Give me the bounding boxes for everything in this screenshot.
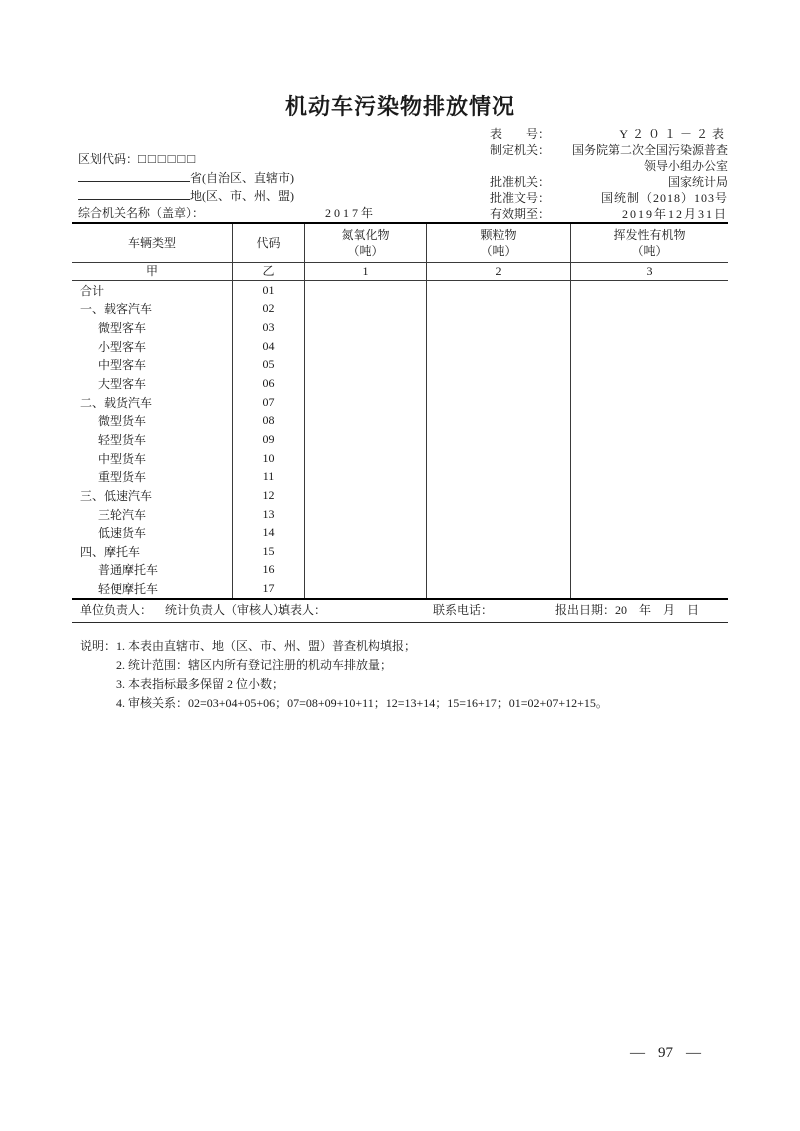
valid-until-label: 有效期至： bbox=[490, 207, 551, 221]
table-row bbox=[72, 374, 728, 393]
approving-agency-row bbox=[490, 174, 728, 190]
approving-agency-label: 批准机关： bbox=[490, 175, 551, 189]
row-voc-cell bbox=[570, 393, 728, 412]
note-item-3: 3. 本表指标最多保留 2 位小数； bbox=[116, 677, 285, 691]
row-label: 一、载客汽车 bbox=[80, 302, 153, 317]
header-pm-label: 颗粒物 bbox=[480, 228, 517, 242]
notes-label: 说明： bbox=[80, 639, 117, 653]
row-nox-cell bbox=[304, 374, 426, 393]
row-pm-cell bbox=[426, 561, 570, 580]
region-code-boxes: □□□□□□ bbox=[138, 151, 198, 166]
prefecture-row bbox=[78, 186, 408, 204]
row-label: 四、摩托车 bbox=[80, 544, 141, 559]
org-name-label: 综合机关名称（盖章）： bbox=[78, 206, 205, 220]
row-nox-cell bbox=[304, 411, 426, 430]
row-code: 01 bbox=[232, 281, 304, 300]
row-code: 13 bbox=[232, 505, 304, 524]
key-cell-3: 3 bbox=[570, 263, 728, 280]
row-pm-cell bbox=[426, 356, 570, 375]
row-code: 09 bbox=[232, 430, 304, 449]
issuing-agency-label: 制定机关： bbox=[490, 143, 551, 157]
table-row bbox=[72, 393, 728, 412]
row-code: 17 bbox=[232, 579, 304, 598]
row-voc-cell bbox=[570, 542, 728, 561]
row-voc-cell bbox=[570, 579, 728, 598]
row-label: 微型货车 bbox=[98, 414, 147, 429]
province-suffix: 省(自治区、直辖市) bbox=[190, 171, 294, 185]
row-code: 03 bbox=[232, 318, 304, 337]
page-number bbox=[630, 1045, 701, 1062]
page-number-dash-left: — bbox=[630, 1045, 645, 1061]
row-label: 普通摩托车 bbox=[98, 563, 159, 578]
header-pm-unit: （吨） bbox=[480, 244, 517, 258]
report-date-label: 报出日期：20 年 月 日 bbox=[555, 603, 700, 617]
prefecture-suffix: 地(区、市、州、盟) bbox=[190, 189, 294, 203]
row-label: 大型客车 bbox=[98, 377, 147, 392]
row-label: 轻便摩托车 bbox=[98, 582, 159, 597]
header-voc-unit: （吨） bbox=[631, 244, 668, 258]
row-pm-cell bbox=[426, 467, 570, 486]
key-cell-1: 1 bbox=[304, 263, 426, 280]
notes-block bbox=[80, 637, 608, 713]
note-item-2: 2. 统计范围：辖区内所有登记注册的机动车排放量； bbox=[116, 658, 393, 672]
row-nox-cell bbox=[304, 393, 426, 412]
row-label: 三轮汽车 bbox=[98, 507, 147, 522]
row-voc-cell bbox=[570, 337, 728, 356]
row-voc-cell bbox=[570, 486, 728, 505]
row-pm-cell bbox=[426, 505, 570, 524]
row-nox-cell bbox=[304, 579, 426, 598]
table-key-row bbox=[72, 263, 728, 281]
report-year: 2017年 bbox=[325, 206, 377, 220]
row-nox-cell bbox=[304, 561, 426, 580]
form-meta-block bbox=[490, 126, 728, 222]
page-number-dash-right: — bbox=[686, 1045, 701, 1061]
header-vehicle-type-label: 车辆类型 bbox=[127, 236, 176, 250]
row-voc-cell bbox=[570, 505, 728, 524]
approval-doc-row bbox=[490, 190, 728, 206]
row-code: 16 bbox=[232, 561, 304, 580]
table-row bbox=[72, 467, 728, 486]
row-voc-cell bbox=[570, 523, 728, 542]
approval-doc-value: 国统制（2018）103号 bbox=[600, 191, 728, 205]
row-nox-cell bbox=[304, 356, 426, 375]
signature-row bbox=[72, 599, 728, 623]
table-header-row bbox=[72, 224, 728, 263]
header-nox-label: 氮氧化物 bbox=[341, 228, 390, 242]
row-code: 08 bbox=[232, 411, 304, 430]
region-code-label: 区划代码： bbox=[78, 152, 139, 166]
region-code-row bbox=[78, 150, 408, 168]
issuing-agency-value2: 领导小组办公室 bbox=[643, 159, 728, 173]
row-pm-cell bbox=[426, 318, 570, 337]
row-code: 11 bbox=[232, 467, 304, 486]
page-number-value: 97 bbox=[658, 1045, 673, 1061]
row-nox-cell bbox=[304, 430, 426, 449]
row-nox-cell bbox=[304, 523, 426, 542]
row-code: 04 bbox=[232, 337, 304, 356]
form-number-row bbox=[490, 126, 728, 142]
row-nox-cell bbox=[304, 337, 426, 356]
stats-head-label: 统计负责人（审核人）： bbox=[165, 603, 292, 617]
header-nox bbox=[304, 224, 426, 262]
row-code: 10 bbox=[232, 449, 304, 468]
row-nox-cell bbox=[304, 318, 426, 337]
row-label: 重型货车 bbox=[98, 470, 147, 485]
row-code: 14 bbox=[232, 523, 304, 542]
row-voc-cell bbox=[570, 300, 728, 319]
row-nox-cell bbox=[304, 467, 426, 486]
row-label: 低速货车 bbox=[98, 526, 147, 541]
table-row bbox=[72, 486, 728, 505]
form-number-value: Y２０１－２表 bbox=[619, 127, 728, 141]
row-voc-cell bbox=[570, 430, 728, 449]
row-pm-cell bbox=[426, 411, 570, 430]
valid-until-value: 2019年12月31日 bbox=[621, 207, 728, 221]
row-pm-cell bbox=[426, 523, 570, 542]
row-voc-cell bbox=[570, 449, 728, 468]
approving-agency-value: 国家统计局 bbox=[667, 175, 728, 189]
row-pm-cell bbox=[426, 281, 570, 300]
row-label: 三、低速汽车 bbox=[80, 488, 153, 503]
row-label: 中型货车 bbox=[98, 451, 147, 466]
row-label: 二、载货汽车 bbox=[80, 395, 153, 410]
note-item-1: 1. 本表由直辖市、地（区、市、州、盟）普查机构填报； bbox=[116, 639, 417, 653]
province-blank bbox=[78, 168, 190, 182]
row-pm-cell bbox=[426, 542, 570, 561]
key-cell-2: 2 bbox=[426, 263, 570, 280]
table-row bbox=[72, 337, 728, 356]
note-item-4: 4. 审核关系：02=03+04+05+06；07=08+09+10+11；12=13+14；15=16+17；01=02+07+12+15。 bbox=[116, 696, 608, 710]
row-pm-cell bbox=[426, 337, 570, 356]
row-label: 中型客车 bbox=[98, 358, 147, 373]
row-pm-cell bbox=[426, 430, 570, 449]
table-row bbox=[72, 449, 728, 468]
key-cell-jia: 甲 bbox=[145, 264, 158, 278]
approval-doc-label: 批准文号： bbox=[490, 191, 551, 205]
header-code bbox=[232, 224, 304, 262]
row-label: 微型客车 bbox=[98, 321, 147, 336]
table-row bbox=[72, 300, 728, 319]
header-voc bbox=[570, 224, 728, 262]
row-voc-cell bbox=[570, 281, 728, 300]
table-row bbox=[72, 579, 728, 598]
valid-until-row bbox=[490, 206, 728, 222]
table-row bbox=[72, 318, 728, 337]
row-code: 15 bbox=[232, 542, 304, 561]
row-label: 小型客车 bbox=[98, 339, 147, 354]
table-row bbox=[72, 523, 728, 542]
row-code: 02 bbox=[232, 300, 304, 319]
row-pm-cell bbox=[426, 374, 570, 393]
row-code: 06 bbox=[232, 374, 304, 393]
row-voc-cell bbox=[570, 356, 728, 375]
row-code: 07 bbox=[232, 393, 304, 412]
table-row bbox=[72, 430, 728, 449]
row-nox-cell bbox=[304, 300, 426, 319]
row-nox-cell bbox=[304, 542, 426, 561]
key-cell-yi: 乙 bbox=[232, 263, 304, 280]
row-label: 轻型货车 bbox=[98, 432, 147, 447]
prefecture-blank bbox=[78, 186, 190, 200]
province-row bbox=[78, 168, 408, 186]
form-title: 机动车污染物排放情况 bbox=[284, 94, 515, 119]
row-nox-cell bbox=[304, 486, 426, 505]
table-row bbox=[72, 505, 728, 524]
row-pm-cell bbox=[426, 579, 570, 598]
issuing-agency-row2 bbox=[490, 158, 728, 174]
emissions-table bbox=[72, 222, 728, 600]
row-nox-cell bbox=[304, 449, 426, 468]
row-code: 12 bbox=[232, 486, 304, 505]
table-row bbox=[72, 411, 728, 430]
form-filler-label: 填表人： bbox=[278, 603, 327, 617]
header-vehicle-type bbox=[72, 224, 232, 262]
issuing-agency-row bbox=[490, 142, 728, 158]
header-nox-unit: （吨） bbox=[347, 244, 384, 258]
header-code-label: 代码 bbox=[256, 236, 281, 250]
table-row bbox=[72, 561, 728, 580]
table-row bbox=[72, 281, 728, 300]
table-body bbox=[72, 281, 728, 598]
row-label: 合计 bbox=[80, 283, 105, 298]
header-pm bbox=[426, 224, 570, 262]
row-voc-cell bbox=[570, 411, 728, 430]
row-pm-cell bbox=[426, 300, 570, 319]
row-voc-cell bbox=[570, 318, 728, 337]
notes-items bbox=[116, 637, 608, 713]
contact-phone-label: 联系电话： bbox=[433, 603, 494, 617]
row-pm-cell bbox=[426, 393, 570, 412]
header-voc-label: 挥发性有机物 bbox=[613, 228, 686, 242]
row-voc-cell bbox=[570, 374, 728, 393]
row-nox-cell bbox=[304, 505, 426, 524]
row-voc-cell bbox=[570, 467, 728, 486]
row-pm-cell bbox=[426, 486, 570, 505]
issuing-agency-value: 国务院第二次全国污染源普查 bbox=[571, 143, 728, 157]
row-nox-cell bbox=[304, 281, 426, 300]
row-voc-cell bbox=[570, 561, 728, 580]
unit-head-label: 单位负责人： bbox=[80, 603, 153, 617]
row-code: 05 bbox=[232, 356, 304, 375]
table-row bbox=[72, 542, 728, 561]
row-pm-cell bbox=[426, 449, 570, 468]
table-row bbox=[72, 356, 728, 375]
form-number-label: 表 号： bbox=[490, 127, 551, 141]
